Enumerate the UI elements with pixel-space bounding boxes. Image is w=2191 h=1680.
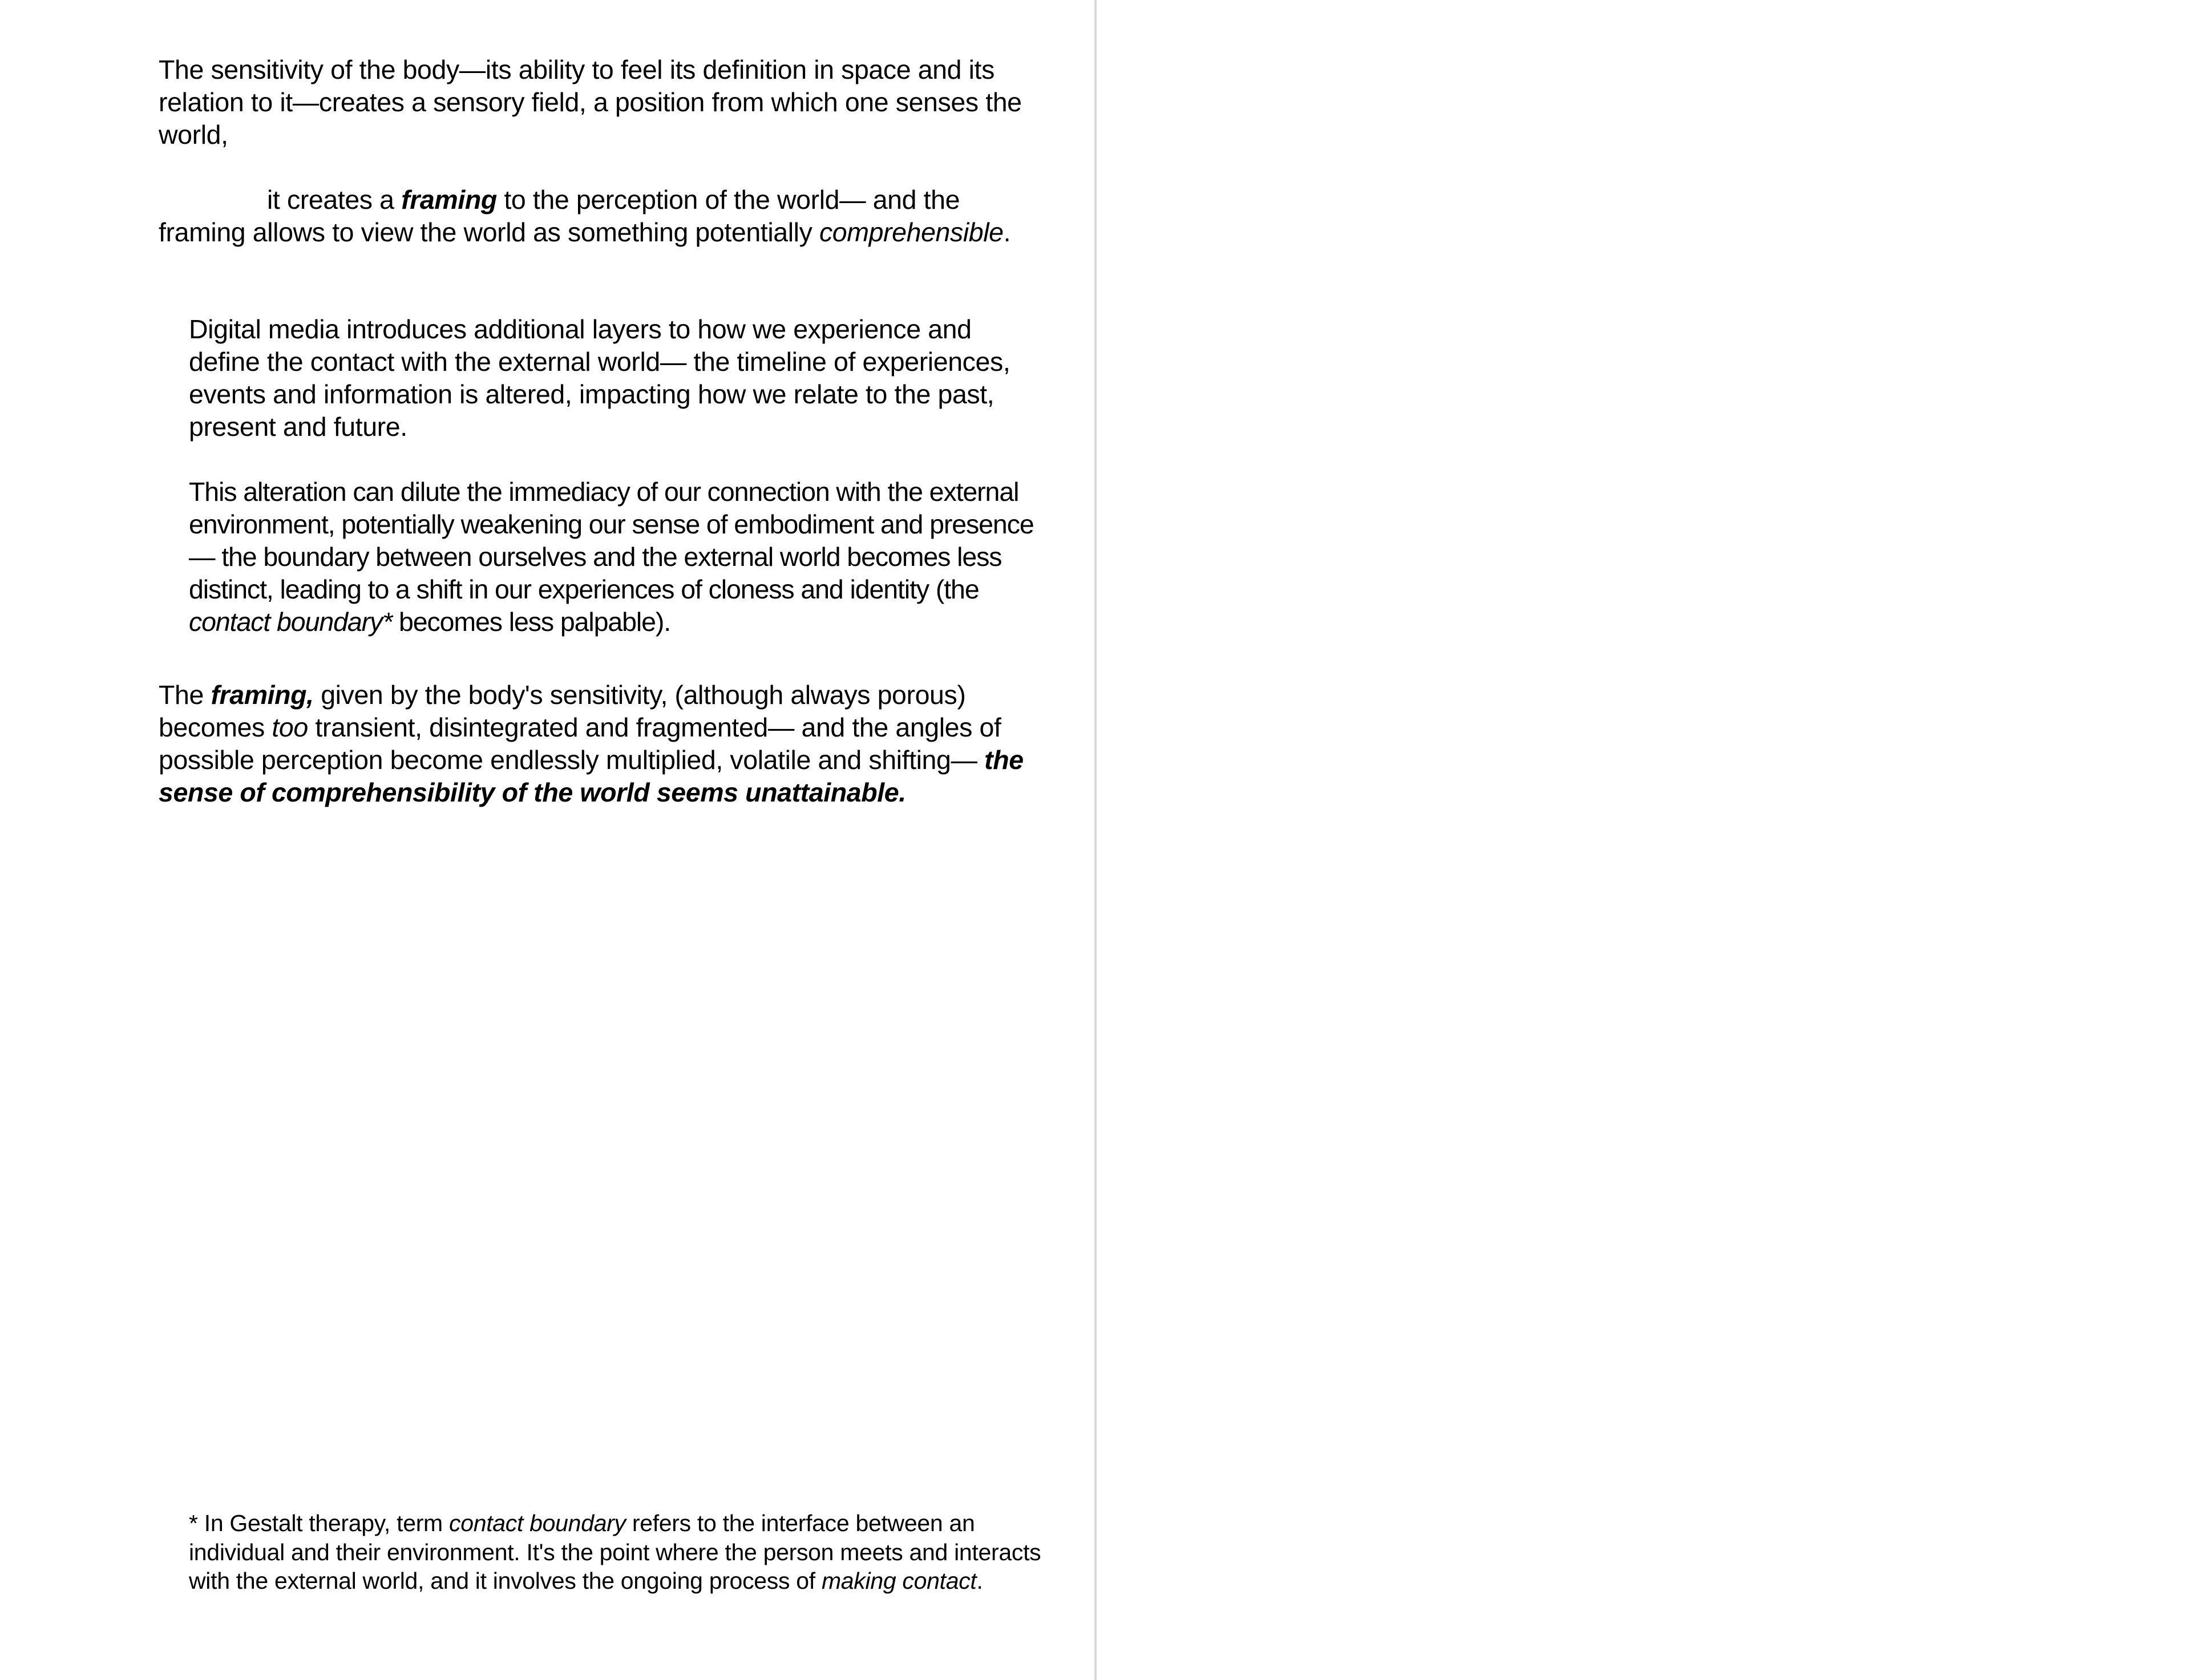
right-page	[1097, 0, 2191, 1680]
emphasis-comprehensible: comprehensible	[819, 217, 1004, 247]
footnote-text-a: * In Gestalt therapy, term	[189, 1510, 449, 1536]
paragraph-4-text-a: This alteration can dilute the immediacy of our connection with the external environment, potentially weakening our sense of embodiment and presence— the boundary between ourselves and the external world becomes less distinct, leading to a shift in our experiences of cloness and identity (the	[189, 477, 1034, 604]
paragraph-conclusion	[159, 679, 1049, 809]
emphasis-conclusion: the sense of comprehensibility of the world seems unattainable.	[159, 745, 1024, 807]
emphasis-framing-2: framing,	[211, 680, 314, 710]
emphasis-contact-boundary: contact boundary*	[189, 607, 393, 637]
paragraph-body-sensitivity	[159, 54, 1049, 151]
paragraph-5-text-a: The	[159, 680, 211, 710]
footnote-emphasis-contact-boundary: contact boundary	[449, 1510, 626, 1536]
paragraph-digital-media	[189, 313, 1045, 443]
paragraph-3-text: Digital media introduces additional layers to how we experience and define the contact with the external world— the timeline of experiences, events and information is altered, impacting how we relate to the past, present and future.	[189, 314, 1010, 442]
footnote-text-c: .	[976, 1568, 983, 1594]
paragraph-2-text-b: to the perception of the world— and the framing allows to view the world as something potentially	[159, 185, 960, 247]
footnote-emphasis-making-contact: making contact	[821, 1568, 977, 1594]
footnote	[189, 1509, 1056, 1596]
paragraph-5-text-b: given by the body's sensitivity, (although always porous) becomes	[159, 680, 966, 742]
paragraph-alteration	[189, 476, 1050, 638]
left-page	[0, 0, 1094, 1680]
footnote-text-b: refers to the interface between an individual and their environment. It's the point where the person meets and interacts with the external world, and it involves the ongoing process of	[189, 1510, 1041, 1594]
emphasis-too: too	[272, 713, 308, 742]
paragraph-4-text-b: becomes less palpable).	[392, 607, 671, 637]
paragraph-5-text-c: transient, disintegrated and fragmented— and the angles of possible perception become endlessly multiplied, volatile and shifting—	[159, 713, 1001, 775]
paragraph-framing	[159, 184, 1049, 249]
paragraph-2-text-c: .	[1003, 217, 1011, 247]
paragraph-2-text-a: it creates a	[267, 185, 402, 214]
emphasis-framing: framing	[401, 185, 497, 214]
paragraph-1-text: The sensitivity of the body—its ability to feel its definition in space and its relation to it—creates a sensory field, a position from which one senses the world,	[159, 55, 1022, 149]
